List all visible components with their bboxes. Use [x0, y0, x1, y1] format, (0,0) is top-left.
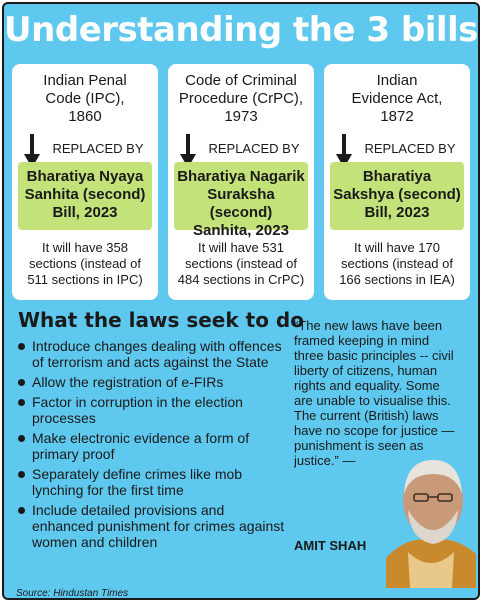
old-law-name: Indian Penal Code (IPC), 1860	[43, 72, 127, 125]
old-law-name: Indian Evidence Act, 1872	[351, 72, 443, 125]
list-item: Make electronic evidence a form of primary proof	[16, 430, 288, 462]
bullet-icon	[18, 507, 25, 514]
list-item: Introduce changes dealing with offences of terrorism and acts against the State	[16, 338, 288, 370]
bullet-icon	[18, 343, 25, 350]
bullet-icon	[18, 471, 25, 478]
replaced-by-label: REPLACED BY	[52, 141, 144, 156]
quote-text: “The new laws have been framed keeping in mind three basic principles -- civil liberty of citizens, human rights and equality. Some are unable to visualise this. The current (British) laws have no scope for justice — punishment is seen as justice.” —	[294, 318, 455, 468]
list-item: Factor in corruption in the election processes	[16, 394, 288, 426]
bill-card-ipc	[12, 64, 158, 300]
replaced-by-label: REPLACED BY	[208, 141, 300, 156]
sections-count: It will have 531 sections (instead of 484 sections in CrPC)	[177, 240, 305, 287]
bullet-icon	[18, 399, 25, 406]
list-item: Include detailed provisions and enhanced punishment for crimes against women and children	[16, 502, 288, 550]
source-credit: Source: Hindustan Times	[16, 588, 129, 599]
replaced-by-label: REPLACED BY	[364, 141, 456, 156]
new-bill-box	[18, 162, 152, 230]
quote-author: AMIT SHAH	[294, 538, 367, 553]
new-bill-box	[330, 162, 464, 230]
laws-heading: What the laws seek to do	[18, 308, 304, 332]
bullet-icon	[18, 379, 25, 386]
new-bill-name: Bharatiya Nyaya Sanhita (second) Bill, 2023	[24, 168, 146, 221]
sections-count: It will have 170 sections (instead of 166 sections in IEA)	[339, 240, 455, 287]
bullet-icon	[18, 435, 25, 442]
quote-panel	[290, 316, 478, 588]
speaker-portrait	[386, 448, 476, 588]
bill-card-iea	[324, 64, 470, 300]
list-item: Allow the registration of e-FIRs	[16, 374, 288, 390]
main-title: Understanding the 3 bills	[4, 10, 478, 50]
bill-card-crpc	[168, 64, 314, 300]
infographic	[2, 2, 480, 600]
new-bill-box	[174, 162, 308, 239]
new-bill-name: Bharatiya Nagarik Suraksha (second) Sanhita, 2023	[177, 168, 305, 239]
sections-count: It will have 358 sections (instead of 511 sections in IPC)	[27, 240, 143, 287]
new-bill-name: Bharatiya Sakshya (second) Bill, 2023	[333, 168, 461, 221]
list-item: Separately define crimes like mob lynching for the first time	[16, 466, 288, 498]
laws-list	[16, 338, 288, 554]
old-law-name: Code of Criminal Procedure (CrPC), 1973	[178, 72, 304, 125]
